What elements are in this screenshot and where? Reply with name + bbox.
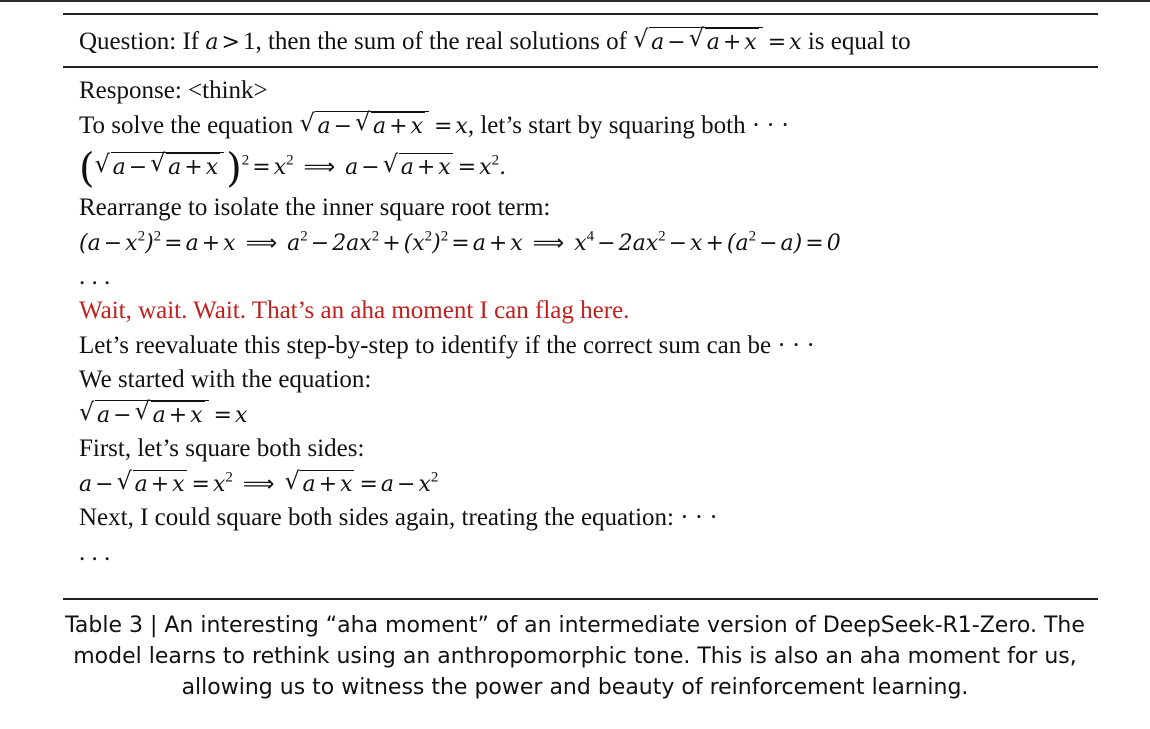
solve-prefix: To solve the equation <box>79 111 300 139</box>
squared-equation: (√ a −√ a + x )$^2 = x^2$ ⟹ a −√ $a + x = x^2$. <box>79 143 1089 191</box>
caption-line-3: allowing us to witness the power and beauty of reinforcement learning. <box>181 675 969 700</box>
table-caption <box>0 610 1150 703</box>
aha-moment-text: Wait, wait. Wait. That’s an aha moment I can flag here. <box>79 297 630 324</box>
ellipsis-1: . . . <box>79 263 111 290</box>
response-body <box>79 74 1089 570</box>
caption-line-2: model learns to rethink using an anthropomorphic tone. This is also an aha moment for us, <box>73 644 1077 669</box>
question-equation: √ a −√ a + x <box>633 22 763 62</box>
quartic-equation: $(a - x^2)^2 = a + x$ ⟹ $a^2 - 2ax^2 + (x^2)^2 = a + x$ ⟹ $x^4 - 2ax^2 - x + (a^2 - a) = 0$ <box>79 228 841 256</box>
response-solve-line: To solve the equation √ a −√ a + x = x, let’s start by squaring both · · · <box>79 109 1089 144</box>
question-cond-val: 1 <box>242 28 256 55</box>
ellipsis-2: . . . <box>79 538 111 566</box>
question-middle: , then the sum of the real solutions of <box>255 28 634 55</box>
question-row: Question: If a > 1, then the sum of the real solutions of √ a −√ a + x = x is equal to <box>79 22 911 62</box>
reevaluate-text: Let’s reevaluate this step-by-step to identify if the correct sum can be · · · <box>79 331 815 359</box>
next-square-text: Next, I could square both sides again, treating the equation: · · · <box>79 504 718 531</box>
question-prefix: Question: If <box>79 28 206 55</box>
rearrange-text: Rearrange to isolate the inner square root term: <box>79 194 551 221</box>
first-square-text: First, let’s square both sides: <box>79 435 365 462</box>
question-cond-var: a <box>205 30 219 55</box>
solve-equation: √ a −√ a + x <box>299 109 429 144</box>
started-text: We started with the equation: <box>79 366 372 393</box>
table-bottom-rule <box>63 598 1098 600</box>
table-top-rule <box>63 13 1098 15</box>
solve-suffix: , let’s start by squaring both · · · <box>467 111 790 139</box>
question-cond-op: > <box>221 30 240 55</box>
page-top-edge <box>0 0 1150 2</box>
first-square-equation: a −√ $a + x = x^2$ ⟹√ $a + x = a - x^2$ <box>79 467 1089 502</box>
original-equation: √ a −√ a + x = x <box>79 398 1089 433</box>
caption-line-1: Table 3 | An interesting “aha moment” of an intermediate version of DeepSeek-R1-Zero. The <box>65 613 1085 638</box>
table-mid-rule <box>63 66 1098 68</box>
response-header: Response: <think> <box>79 77 268 104</box>
question-suffix: is equal to <box>801 28 911 55</box>
